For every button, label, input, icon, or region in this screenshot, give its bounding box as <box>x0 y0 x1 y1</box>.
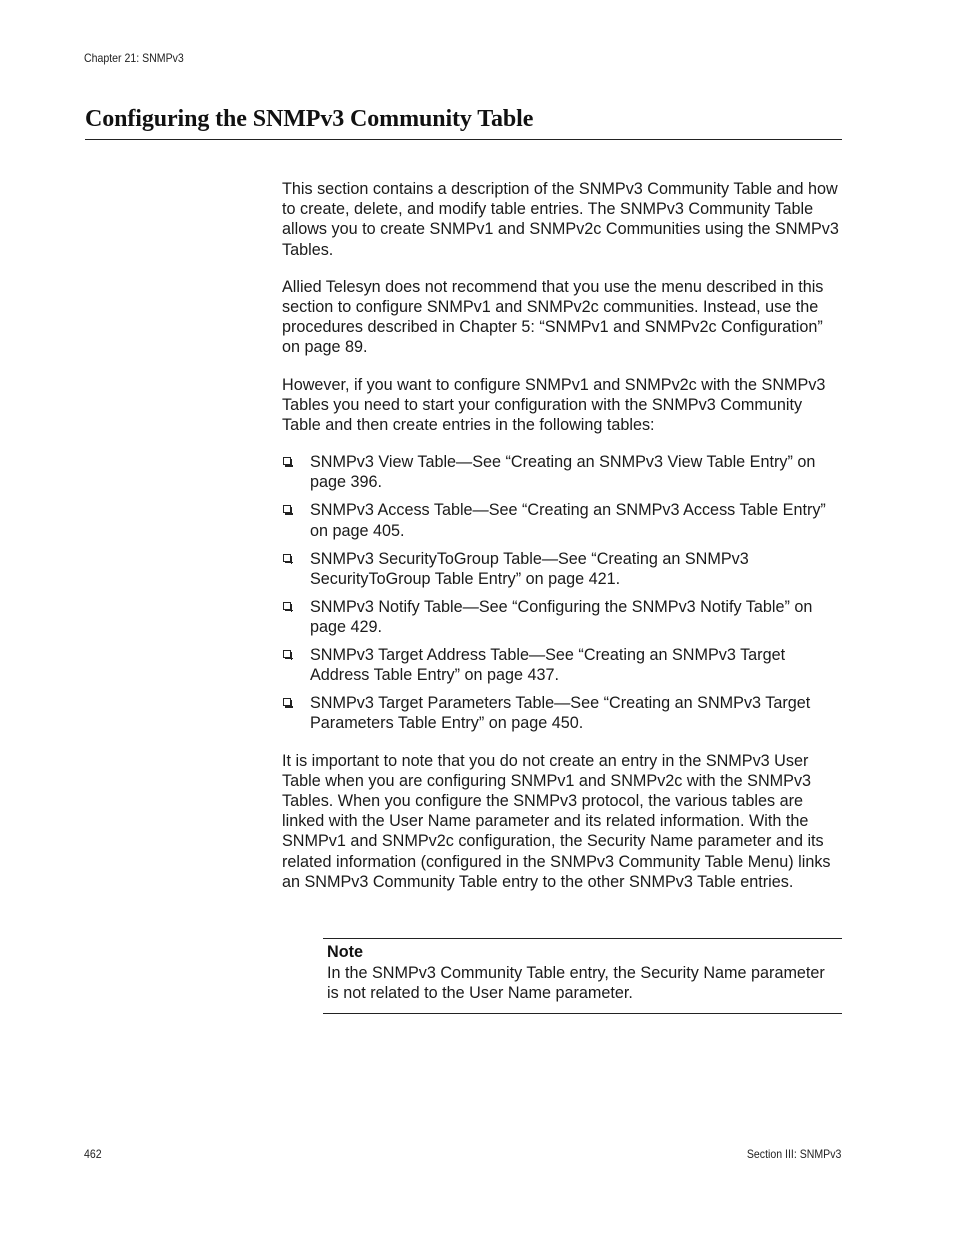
checkbox-bullet-icon <box>283 457 291 465</box>
list-item-text: SNMPv3 Target Address Table—See “Creating an SNMPv3 Target Address Table Entry” on page 437. <box>310 646 786 685</box>
page-number: 462 <box>84 1147 102 1161</box>
intro-paragraph: This section contains a description of the SNMPv3 Community Table and how to create, delete, and modify table entries. The SNMPv3 Community Table allows you to create SNMPv1 and SNMPv2c Communities using the SNMPv3 Tables. <box>282 180 839 259</box>
checkbox-bullet-icon <box>283 698 291 706</box>
list-item <box>282 597 844 637</box>
list-item-text: SNMPv3 View Table—See “Creating an SNMPv3 View Table Entry” on page 396. <box>310 453 816 492</box>
list-item <box>282 645 844 685</box>
list-item <box>282 693 844 733</box>
list-item-text: SNMPv3 Notify Table—See “Configuring the SNMPv3 Notify Table” on page 429. <box>310 597 813 637</box>
recommendation-paragraph: Allied Telesyn does not recommend that you use the menu described in this section to configure SNMPv1 and SNMPv2c communities. Instead, use the procedures described in Chapter 5: “SNMPv1 and SNMPv2c Configuration” on page 89. <box>282 277 824 357</box>
checkbox-bullet-icon <box>283 650 291 658</box>
table-list <box>282 452 844 733</box>
section-title: Configuring the SNMPv3 Community Table <box>85 106 534 132</box>
footer-section-label: Section III: SNMPv3 <box>746 1147 841 1161</box>
note-box <box>323 938 842 1014</box>
checkbox-bullet-icon <box>283 602 291 610</box>
note-text: In the SNMPv3 Community Table entry, the Security Name parameter is not related to the User Name parameter. <box>327 964 825 1003</box>
important-paragraph: It is important to note that you do not create an entry in the SNMPv3 User Table when you are configuring SNMPv1 and SNMPv2c with the SNMPv3 Tables. When you configure the SNMPv3 protocol, the various tables are linked with the User Name parameter and its related information. With the SNMPv1 and SNMPv2c configuration, the Security Name parameter and its related information (configured in the SNMPv3 Community Table Menu) links an SNMPv3 Community Table entry to the other SNMPv3 Table entries. <box>282 751 831 891</box>
running-head: Chapter 21: SNMPv3 <box>84 51 184 65</box>
list-item-text: SNMPv3 Access Table—See “Creating an SNMPv3 Access Table Entry” on page 405. <box>310 501 826 540</box>
note-heading: Note <box>327 943 363 961</box>
however-paragraph: However, if you want to configure SNMPv1 and SNMPv2c with the SNMPv3 Tables you need to start your configuration with the SNMPv3 Community Table and then create entries in the following tables: <box>282 375 826 435</box>
list-item <box>282 500 844 540</box>
title-rule <box>85 139 842 140</box>
list-item-text: SNMPv3 Target Parameters Table—See “Creating an SNMPv3 Target Parameters Table Entry” on page 450. <box>310 694 811 733</box>
list-item <box>282 549 844 589</box>
checkbox-bullet-icon <box>283 554 291 562</box>
checkbox-bullet-icon <box>283 505 291 513</box>
body-text <box>282 179 844 909</box>
list-item-text: SNMPv3 SecurityToGroup Table—See “Creating an SNMPv3 SecurityToGroup Table Entry” on page 421. <box>310 549 749 588</box>
list-item <box>282 452 844 492</box>
